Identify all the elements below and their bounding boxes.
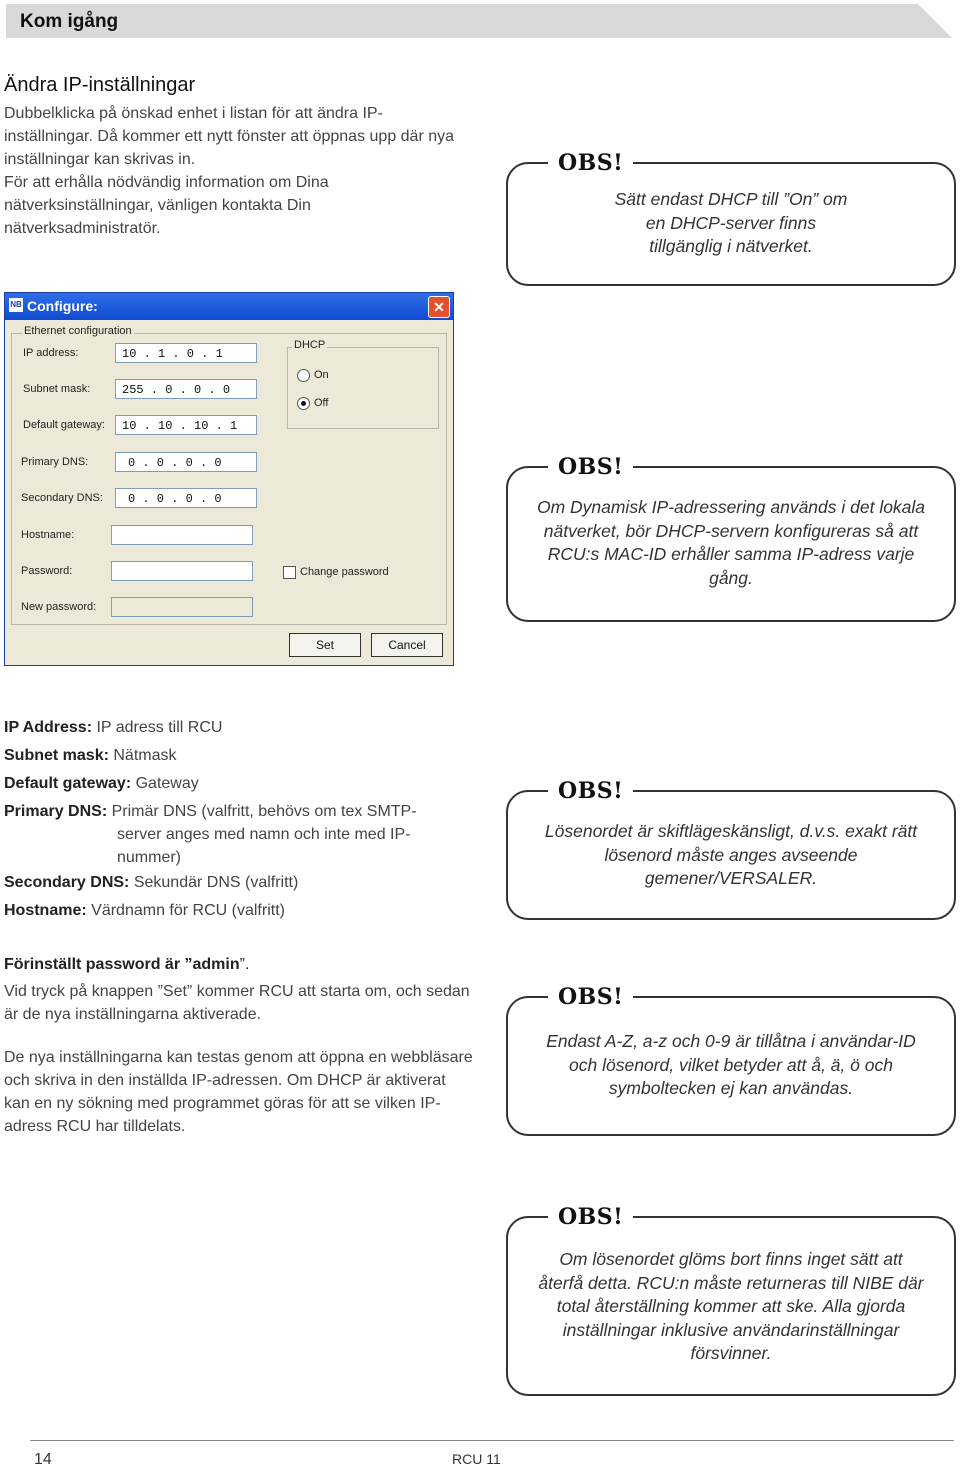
ip-address-field[interactable]: 10 . 1 . 0 . 1 (115, 343, 257, 363)
subnet-mask-field[interactable]: 255 . 0 . 0 . 0 (115, 379, 257, 399)
obs-label: OBS! (548, 454, 633, 480)
definition-secondary-dns (4, 869, 464, 897)
definition-subnet (4, 742, 464, 770)
default-password-value: admin (192, 956, 240, 973)
page-header (6, 4, 952, 38)
obs-label: OBS! (548, 150, 633, 176)
new-password-field[interactable] (111, 597, 253, 617)
set-button[interactable]: Set (289, 633, 361, 657)
intro-text (4, 102, 464, 240)
password-field[interactable] (111, 561, 253, 581)
obs-label: OBS! (548, 778, 633, 804)
header-title: Kom igång (20, 11, 119, 32)
desc-primary-dns-1: Primär DNS (valfritt, behövs om tex SMTP- (111, 803, 417, 820)
obs-text-case-sensitive: Lösenordet är skiftlägeskänsligt, d.v.s. exakt rätt lösenord måste anges avseende gemener/VERSALER. (544, 821, 918, 888)
close-button[interactable]: ✕ (428, 296, 450, 318)
cancel-button[interactable]: Cancel (371, 633, 443, 657)
password-label: Password: (21, 565, 73, 577)
dhcp-off-radio[interactable] (297, 397, 310, 410)
primary-dns-field[interactable]: 0 . 0 . 0 . 0 (115, 452, 257, 472)
obs-text-dhcp: Sätt endast DHCP till ”On” om en DHCP-server finns tillgänglig i nätverket. (614, 189, 848, 256)
default-gateway-label: Default gateway: (23, 419, 105, 431)
default-gateway-field[interactable]: 10 . 10 . 10 . 1 (115, 415, 257, 435)
definition-primary-dns (4, 798, 464, 869)
default-password-prefix: Förinställt password är ” (4, 956, 193, 973)
document-name: RCU 11 (452, 1451, 501, 1467)
desc-secondary-dns: Sekundär DNS (valfritt) (133, 874, 299, 891)
desc-subnet: Nätmask (113, 747, 177, 764)
term-gateway: Default gateway: (4, 775, 132, 792)
desc-gateway: Gateway (135, 775, 199, 792)
ip-address-label: IP address: (23, 347, 79, 359)
set-info-text: Vid tryck på knappen ”Set” kommer RCU att starta om, och sedan är de nya inställningarna aktiverade. (4, 983, 470, 1023)
dhcp-group (287, 339, 439, 429)
hostname-label: Hostname: (21, 529, 75, 541)
obs-box-allowed-chars (506, 984, 956, 1136)
page-number: 14 (34, 1451, 52, 1468)
password-note (4, 953, 474, 1146)
definitions-list (4, 714, 464, 925)
obs-text-dynamic-ip: Om Dynamisk IP-adressering används i det lokala nätverket, bör DHCP-servern konfigureras så att RCU:s MAC-ID erhåller samma IP-adress varje gång. (536, 497, 926, 588)
dhcp-on-label: On (314, 369, 329, 381)
desc-ip: IP adress till RCU (96, 719, 223, 736)
footer-divider (30, 1440, 954, 1441)
secondary-dns-label: Secondary DNS: (21, 492, 103, 504)
desc-primary-dns-2: server anges med namn och inte med IP- (117, 826, 411, 843)
desc-primary-dns-3: nummer) (117, 849, 182, 866)
default-password-suffix: ”. (239, 956, 250, 973)
secondary-dns-field[interactable]: 0 . 0 . 0 . 0 (115, 488, 257, 508)
term-primary-dns: Primary DNS: (4, 803, 108, 820)
intro-paragraph-1: Dubbelklicka på önskad enhet i listan för att ändra IP-inställningar. Då kommer ett nytt fönster att öppnas upp där nya inställningar kan skrivas in. (4, 105, 455, 168)
obs-box-forgot-password (506, 1204, 956, 1396)
default-password-line (4, 953, 474, 976)
dialog-title: Configure: (27, 298, 98, 314)
hostname-field[interactable] (111, 525, 253, 545)
subnet-mask-label: Subnet mask: (23, 383, 91, 395)
test-info-text: De nya inställningarna kan testas genom att öppna en webbläsare och skriva in den inställda IP-adressen. Om DHCP är aktiverat kan en ny sökning med programmet göras för att se vilken IP-adress RCU har tilldelats. (4, 1049, 473, 1135)
term-secondary-dns: Secondary DNS: (4, 874, 130, 891)
term-ip: IP Address: (4, 719, 93, 736)
new-password-label: New password: (21, 601, 97, 613)
desc-hostname: Värdnamn för RCU (valfritt) (91, 902, 285, 919)
dhcp-off-label: Off (314, 397, 329, 409)
intro-paragraph-2: För att erhålla nödvändig information om Dina nätverksinställningar, vänligen kontakta Din nätverksadministratör. (4, 174, 329, 237)
obs-box-dynamic-ip (506, 454, 956, 622)
definition-gateway (4, 770, 464, 798)
dhcp-on-radio[interactable] (297, 369, 310, 382)
configure-dialog (4, 292, 454, 666)
dialog-titlebar[interactable] (5, 293, 453, 320)
obs-text-forgot-password: Om lösenordet glöms bort finns inget sätt att återfå detta. RCU:n måste returneras till NIBE där total återställning kommer att ske. Alla gjorda inställningar inklusive användarinställningar försvinner. (538, 1249, 924, 1363)
group-label: Ethernet configuration (24, 325, 132, 337)
term-hostname: Hostname: (4, 902, 87, 919)
app-icon: NB (9, 298, 23, 312)
obs-label: OBS! (548, 1204, 633, 1230)
term-subnet: Subnet mask: (4, 747, 109, 764)
obs-text-allowed-chars: Endast A-Z, a-z och 0-9 är tillåtna i användar-ID och lösenord, vilket betyder att å, ä, ö och symboltecken ej kan användas. (546, 1031, 916, 1098)
obs-box-case-sensitive (506, 778, 956, 920)
page-curl-corner (918, 4, 952, 38)
section-title: Ändra IP-inställningar (4, 74, 196, 96)
obs-label: OBS! (548, 984, 633, 1010)
obs-box-dhcp (506, 150, 956, 286)
definition-hostname (4, 897, 464, 925)
dhcp-label: DHCP (294, 339, 326, 351)
change-password-label: Change password (300, 566, 389, 578)
primary-dns-label: Primary DNS: (21, 456, 89, 468)
change-password-checkbox[interactable] (283, 566, 296, 579)
definition-ip (4, 714, 464, 742)
